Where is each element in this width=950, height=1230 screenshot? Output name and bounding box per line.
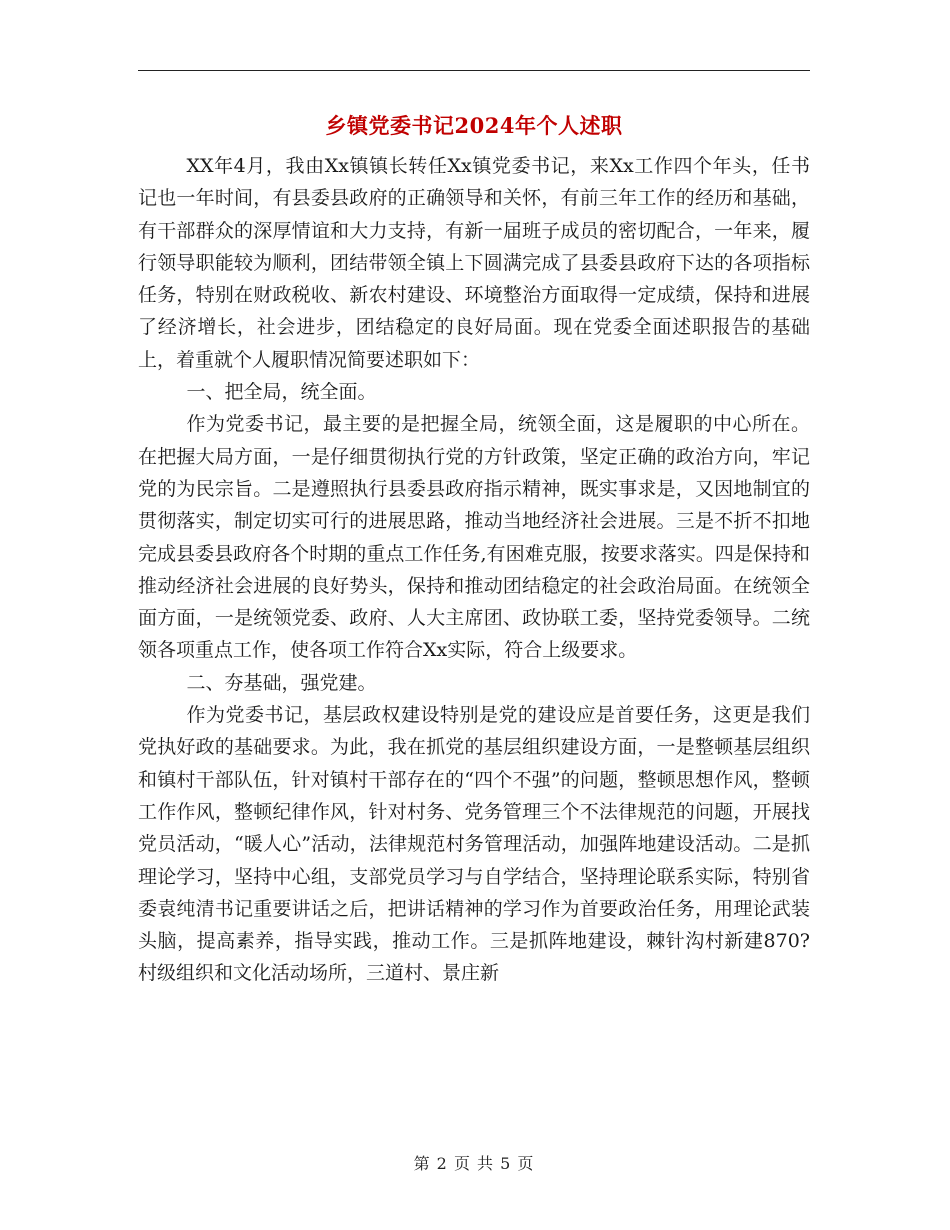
- section-heading-2: 二、夯基础，强党建。: [186, 671, 377, 694]
- document-title: 乡镇党委书记2024年个人述职: [325, 113, 623, 138]
- paragraph-section-2: 作为党委书记，基层政权建设特别是党的建设应是首要任务，这更是我们党执好政的基础要求。为此，我在抓党的基层组织建设方面，一是整顿基层组织和镇村干部队伍，针对镇村干部存在的“四个不强”的问题，整顿思想作风，整顿工作作风，整顿纪律作风，针对村务、党务管理三个不法律规范的问题，开展找党员活动，“暖人心”活动，法律规范村务管理活动，加强阵地建设活动。二是抓理论学习，坚持中心组，支部党员学习与自学结合，坚持理论联系实际，特别省委袁纯清书记重要讲话之后，把讲话精神的学习作为首要政治任务，用理论武装头脑，提高素养，指导实践，推动工作。三是抓阵地建设，棘针沟村新建870?村级组织和文化活动场所，三道村、景庄新: [138, 704, 810, 985]
- document-body: [138, 150, 810, 990]
- paragraph-section-1: 作为党委书记，最主要的是把握全局，统领全面，这是履职的中心所在。在把握大局方面，一是仔细贯彻执行党的方针政策，坚定正确的政治方向，牢记党的为民宗旨。二是遵照执行县委县政府指示精神，既实事求是，又因地制宜的贯彻落实，制定切实可行的进展思路，推动当地经济社会进展。三是不折不扣地完成县委县政府各个时期的重点工作任务,有困难克服，按要求落实。四是保持和推动经济社会进展的良好势头，保持和推动团结稳定的社会政治局面。在统领全面方面，一是统领党委、政府、人大主席团、政协联工委，坚持党委领导。二统领各项重点工作，使各项工作符合Xx实际，符合上级要求。: [138, 413, 810, 662]
- section-heading-1: 一、把全局，统全面。: [186, 381, 377, 404]
- page-number-footer: 第 2 页 共 5 页: [413, 1154, 535, 1173]
- header-rule: [138, 70, 810, 71]
- paragraph-intro: XX年4月，我由Xx镇镇长转任Xx镇党委书记，来Xx工作四个年头，任书记也一年时间，有县委县政府的正确领导和关怀，有前三年工作的经历和基础，有干部群众的深厚情谊和大力支持，有新一届班子成员的密切配合，一年来，履行领导职能较为顺利，团结带领全镇上下圆满完成了县委县政府下达的各项指标任务，特别在财政税收、新农村建设、环境整治方面取得一定成绩，保持和进展了经济增长，社会进步，团结稳定的良好局面。现在党委全面述职报告的基础上，着重就个人履职情况简要述职如下：: [138, 155, 810, 371]
